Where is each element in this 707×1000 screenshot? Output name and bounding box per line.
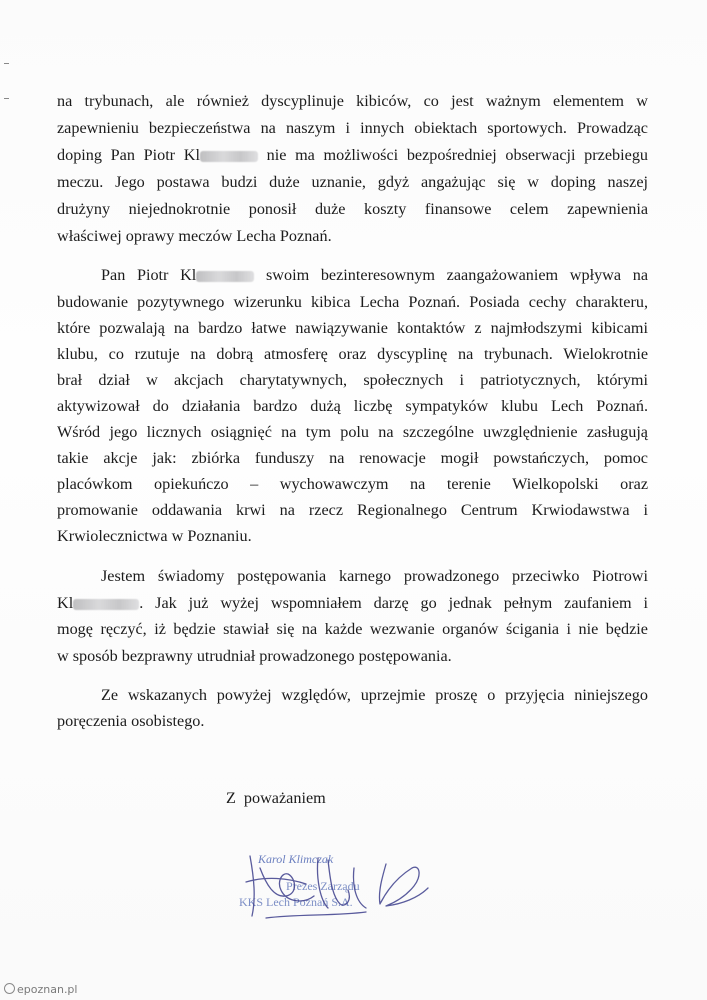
letter-line: meczu. Jego postawa budzi duże uznanie, gdyż angażując się w doping naszej (57, 173, 648, 191)
handwritten-signature (236, 838, 446, 938)
letter-line: Wśród jego licznych osiągnięć na tym polu na szczególne uwzględnienie zasługują (57, 423, 648, 441)
letter-line: Krwiolecznictwa w Poznaniu. (57, 527, 252, 545)
letter-line: właściwej oprawy meczów Lecha Poznań. (57, 227, 332, 245)
stamp-organization: KKS Lech Poznań S.A. (239, 895, 353, 909)
stamp-role: Prezes Zarządu (286, 879, 360, 893)
letter-line: które pozwalają na bardzo łatwe nawiązywanie kontaktów z najmłodszymi kibicami (57, 319, 648, 337)
stamp-name: Karol Klimczak (258, 852, 334, 866)
watermark-logo: epoznan.pl (4, 983, 77, 996)
letter-line: promowanie oddawania krwi na rzecz Regionalnego Centrum Krwiodawstwa i (57, 501, 648, 519)
letter-line: zapewnieniu bezpieczeństwa na naszym i innych obiektach sportowych. Prowadząc (57, 119, 648, 137)
letter-line: budowanie pozytywnego wizerunku kibica Lecha Poznań. Posiada cechy charakteru, (57, 293, 648, 311)
letter-line: brał dział w akcjach charytatywnych, społecznych i patriotycznych, którymi (57, 371, 648, 389)
letter-line: doping Pan Piotr Kl nie ma możliwości bezpośredniej obserwacji przebiegu (57, 146, 649, 164)
letter-line: mogę ręczyć, iż będzie stawiał się na każde wezwanie organów ścigania i nie będzie (57, 620, 648, 638)
redacted-surname (73, 599, 139, 610)
logo-icon (4, 983, 15, 994)
letter-line: klubu, co rzutuje na dobrą atmosferę oraz dyscyplinę na trybunach. Wielokrotnie (57, 345, 648, 363)
closing-phrase: Z poważaniem (226, 789, 326, 807)
margin-mark (4, 98, 9, 99)
letter-line: na trybunach, ale również dyscyplinuje kibiców, co jest ważnym elementem w (57, 92, 648, 110)
redacted-surname (196, 271, 254, 282)
letter-line: w sposób bezprawny utrudniał prowadzonego postępowania. (57, 647, 452, 665)
letter-line: drużyny niejednokrotnie ponosił duże koszty finansowe celem zapewnienia (57, 200, 648, 218)
letter-line: Jestem świadomy postępowania karnego prowadzonego przeciwko Piotrowi (101, 567, 648, 585)
letter-line: takie akcje jak: zbiórka funduszy na renowacje mogił powstańczych, pomoc (57, 449, 648, 467)
redacted-surname (200, 151, 258, 162)
letter-line: aktywizował do działania bardzo dużą liczbę sympatyków klubu Lech Poznań. (57, 397, 648, 415)
letter-line: Kl . Jak już wyżej wspomniałem darzę go jednak pełnym zaufaniem i (57, 594, 648, 612)
letter-line: poręczenia osobistego. (57, 712, 205, 730)
letter-line: Ze wskazanych powyżej względów, uprzejmie proszę o przyjęcia niniejszego (101, 686, 648, 704)
margin-mark (4, 63, 9, 64)
letter-line: Pan Piotr Kl swoim bezinteresownym zaangażowaniem wpływa na (101, 266, 649, 284)
letter-line: placówkom opiekuńczo – wychowawczym na terenie Wielkopolski oraz (57, 475, 648, 493)
